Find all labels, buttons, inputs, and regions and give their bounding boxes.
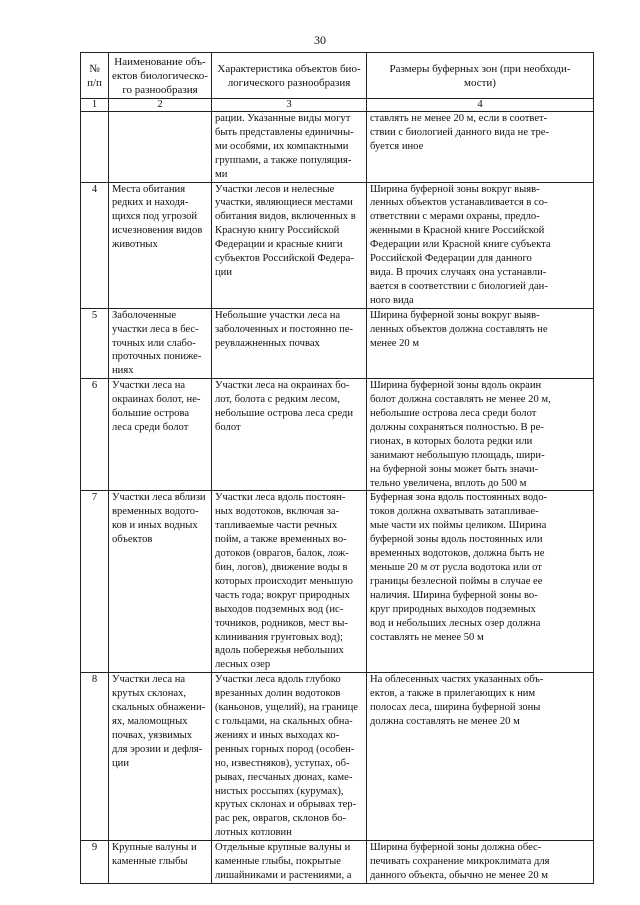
table-row xyxy=(81,182,594,308)
page-number: 30 xyxy=(314,33,326,47)
object-name: Крупные валуны и каменные глыбы xyxy=(109,841,212,884)
object-characteristic: Небольшие участки леса на заболоченных и постоянно пе- реувлажненных почвах xyxy=(212,308,367,379)
object-characteristic: Участки леса вдоль глубоко врезанных долин водотоков (каньонов, ущелий), на границе с гольцами, на скальных обна- жениях и иных выходах ко- ренных горных пород (особен- но, известняков), уступах, об- рывах, песчаных дюнах, каме- нистых россыпях (курумах), крутых склонах и обрывах тер- рас рек, оврагов, склонов бо- лотных котловин xyxy=(212,673,367,841)
column-number: 3 xyxy=(212,99,367,112)
column-number: 1 xyxy=(81,99,109,112)
header-buffer-zone: Размеры буферных зон (при необходи- мости) xyxy=(367,53,594,99)
table-row xyxy=(81,112,594,183)
object-name: Заболоченные участки леса в бес- точных или слабо- проточных пониже- ниях xyxy=(109,308,212,379)
object-characteristic: Участки лесов и нелесные участки, являющиеся местами обитания видов, включенных в Красную книгу Российской Федерации и красные книги субъектов Российской Федера- ции xyxy=(212,182,367,308)
buffer-zone-size: Ширина буферной зоны вокруг выяв- ленных объектов устанавливается в со- ответствии с мерами охраны, предло- женными в Красной книге Российской Федерации или Красной книге субъекта Российской Федерации для данного вида. В прочих случаях она устанавли- вается в соответствии с биологией дан- ного вида xyxy=(367,182,594,308)
header-object-name: Наименование объ- ектов биологическо- го разнообразия xyxy=(109,53,212,99)
row-number: 5 xyxy=(81,308,109,379)
buffer-zone-size: Ширина буферной зоны вокруг выяв- ленных объектов должна составлять не менее 20 м xyxy=(367,308,594,379)
object-name: Участки леса вблизи временных водото- ков и иных водных объектов xyxy=(109,491,212,673)
header-characteristic: Характеристика объектов био- логического разнообразия xyxy=(212,53,367,99)
row-number: 6 xyxy=(81,379,109,491)
object-name xyxy=(109,112,212,183)
table-row xyxy=(81,841,594,884)
buffer-zone-size: Ширина буферной зоны вдоль окраин болот должна составлять не менее 20 м, небольшие острова леса среди болот должны сохраняться полностью. В ре- гионах, в которых болота редки или занимают небольшую площадь, шири- на буферной зоны может быть значи- тельно увеличена, вплоть до 500 м xyxy=(367,379,594,491)
row-number xyxy=(81,112,109,183)
object-characteristic: рации. Указанные виды могут быть представлены единичны- ми особями, их компактными группами, а также популяция- ми xyxy=(212,112,367,183)
column-number: 2 xyxy=(109,99,212,112)
object-characteristic: Участки леса вдоль постоян- ных водотоков, включая за- тапливаемые части речных пойм, а также временных во- дотоков (оврагов, балок, лож- бин, логов), движение воды в которых происходит меньшую часть года; вокруг природных выходов подземных вод (ис- точников, родников, мест вы- клинивания грунтовых вод); вдоль побережья небольших лесных озер xyxy=(212,491,367,673)
header-number: № п/п xyxy=(81,53,109,99)
buffer-zone-size: Ширина буферной зоны должна обес- печивать сохранение микроклимата для данного объекта, обычно не менее 20 м xyxy=(367,841,594,884)
buffer-zone-size: ставлять не менее 20 м, если в соответ- ствии с биологией данного вида не тре- буется иное xyxy=(367,112,594,183)
biodiversity-table xyxy=(80,52,594,884)
table-row xyxy=(81,673,594,841)
table-row xyxy=(81,379,594,491)
row-number: 7 xyxy=(81,491,109,673)
table-row xyxy=(81,491,594,673)
object-characteristic: Отдельные крупные валуны и каменные глыбы, покрытые лишайниками и растениями, а xyxy=(212,841,367,884)
object-characteristic: Участки леса на окраинах бо- лот, болота с редким лесом, небольшие острова леса среди болот xyxy=(212,379,367,491)
row-number: 4 xyxy=(81,182,109,308)
buffer-zone-size: Буферная зона вдоль постоянных водо- токов должна охватывать затапливае- мые части их поймы целиком. Ширина буферной зоны вдоль постоянных или временных водотоков, должна быть не меньше 20 м от русла водотока или от границы безлесной поймы в случае ее наличия. Ширина буферной зоны во- круг природных выходов подземных вод и небольших лесных озер должна составлять не менее 50 м xyxy=(367,491,594,673)
row-number: 8 xyxy=(81,673,109,841)
object-name: Участки леса на окраинах болот, не- большие острова леса среди болот xyxy=(109,379,212,491)
column-number: 4 xyxy=(367,99,594,112)
row-number: 9 xyxy=(81,841,109,884)
table-row xyxy=(81,308,594,379)
object-name: Места обитания редких и находя- щихся под угрозой исчезновения видов животных xyxy=(109,182,212,308)
buffer-zone-size: На облесенных частях указанных объ- ектов, а также в прилегающих к ним полосах леса, ширина буферной зоны должна составлять не менее 20 м xyxy=(367,673,594,841)
object-name: Участки леса на крутых склонах, скальных обнажени- ях, маломощных почвах, уязвимых для эрозии и дефля- ции xyxy=(109,673,212,841)
